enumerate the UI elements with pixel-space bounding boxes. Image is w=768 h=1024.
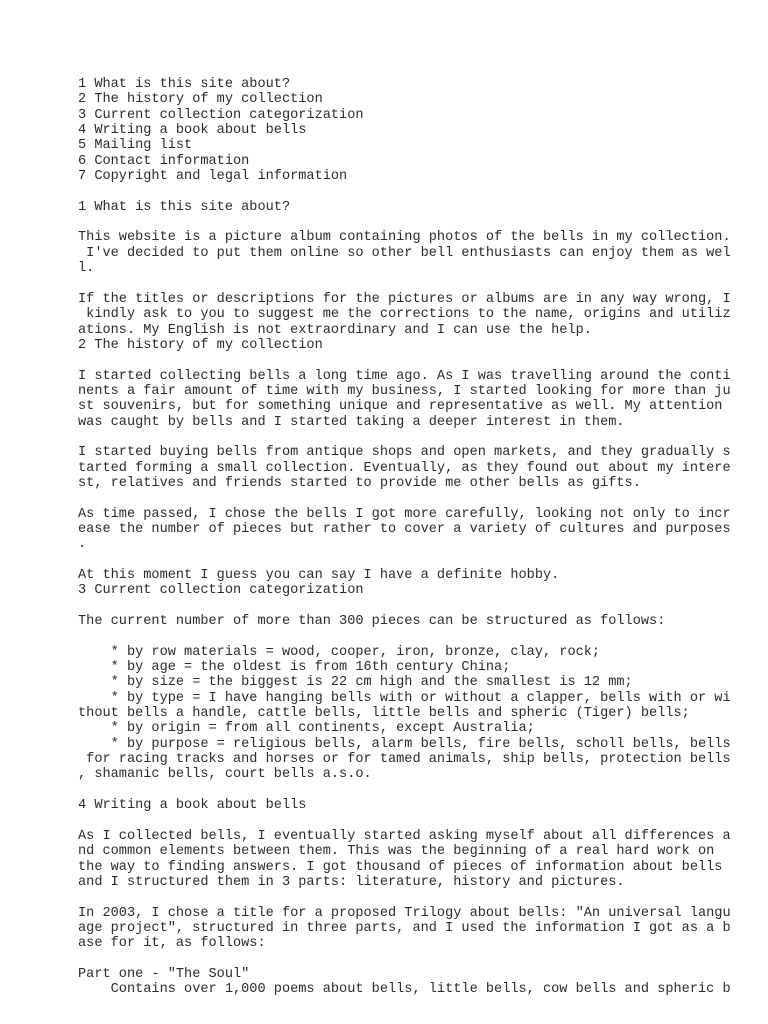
text-line: As time passed, I chose the bells I got more carefully, looking not only to incr bbox=[78, 506, 731, 522]
text-line: Contains over 1,000 poems about bells, little bells, cow bells and spheric b bbox=[78, 982, 731, 998]
text-line: nd common elements between them. This was the beginning of a real hard work on bbox=[78, 844, 715, 860]
text-line: 4 Writing a book about bells bbox=[78, 123, 307, 139]
text-line: * by row materials = wood, cooper, iron, bronze, clay, rock; bbox=[78, 644, 601, 660]
text-line: ations. My English is not extraordinary and I can use the help. bbox=[78, 322, 592, 338]
text-line: 4 Writing a book about bells bbox=[78, 798, 307, 814]
text-line bbox=[78, 952, 731, 967]
text-line: If the titles or descriptions for the pictures or albums are in any way wrong, I bbox=[78, 291, 731, 307]
text-line: . bbox=[78, 537, 87, 553]
text-line: In 2003, I chose a title for a proposed Trilogy about bells: "An universal langu bbox=[78, 905, 731, 921]
text-line: * by age = the oldest is from 16th century China; bbox=[78, 660, 511, 676]
text-line: 7 Copyright and legal information bbox=[78, 169, 348, 185]
text-line: 2 The history of my collection bbox=[78, 92, 323, 108]
text-line: 5 Mailing list bbox=[78, 138, 193, 154]
text-line: At this moment I guess you can say I have a definite hobby. bbox=[78, 568, 560, 583]
text-line: nents a fair amount of time with my business, I started looking for more than ju bbox=[78, 383, 731, 399]
text-line: tarted forming a small collection. Eventually, as they found out about my intere bbox=[78, 460, 731, 476]
text-line: I started collecting bells a long time ago. As I was travelling around the conti bbox=[78, 368, 731, 384]
text-line: * by origin = from all continents, except Australia; bbox=[78, 721, 535, 737]
text-line: and I structured them in 3 parts: literature, history and pictures. bbox=[78, 874, 625, 890]
text-line: * by size = the biggest is 22 cm high and the smallest is 12 mm; bbox=[78, 675, 633, 691]
text-line bbox=[78, 491, 731, 506]
text-line: * by purpose = religious bells, alarm bells, fire bells, scholl bells, bells bbox=[78, 736, 731, 752]
text-line bbox=[78, 814, 731, 829]
text-line: thout bells a handle, cattle bells, little bells and spheric (Tiger) bells; bbox=[78, 706, 690, 722]
document-text bbox=[78, 77, 731, 998]
text-line: 1 What is this site about? bbox=[78, 77, 291, 92]
text-line: I've decided to put them online so other bell enthusiasts can enjoy them as wel bbox=[78, 245, 731, 261]
text-line: 2 The history of my collection bbox=[78, 337, 323, 353]
text-line: age project", structured in three parts, and I used the information I got as a b bbox=[78, 920, 731, 936]
text-line bbox=[78, 890, 731, 905]
text-line: was caught by bells and I started taking a deeper interest in them. bbox=[78, 414, 625, 430]
text-line bbox=[78, 430, 731, 445]
text-line bbox=[78, 184, 731, 199]
text-line: ase for it, as follows: bbox=[78, 936, 266, 952]
text-line: for racing tracks and horses or for tamed animals, ship bells, protection bells bbox=[78, 752, 731, 768]
text-line: * by type = I have hanging bells with or without a clapper, bells with or wi bbox=[78, 690, 731, 706]
text-line bbox=[78, 276, 731, 291]
text-line bbox=[78, 553, 731, 568]
text-line: 6 Contact information bbox=[78, 153, 250, 169]
text-line: st, relatives and friends started to provide me other bells as gifts. bbox=[78, 475, 641, 491]
text-line: l. bbox=[78, 261, 95, 277]
text-line: kindly ask to you to suggest me the corrections to the name, origins and utiliz bbox=[78, 307, 731, 323]
text-line: The current number of more than 300 pieces can be structured as follows: bbox=[78, 614, 666, 630]
text-line: the way to finding answers. I got thousand of pieces of information about bells bbox=[78, 859, 723, 875]
text-line: st souvenirs, but for something unique and representative as well. My attention bbox=[78, 399, 723, 415]
text-line: As I collected bells, I eventually started asking myself about all differences a bbox=[78, 828, 731, 844]
text-line bbox=[78, 599, 731, 614]
text-line: 3 Current collection categorization bbox=[78, 107, 364, 123]
text-line: Part one - "The Soul" bbox=[78, 966, 250, 982]
text-line: ease the number of pieces but rather to cover a variety of cultures and purposes bbox=[78, 521, 731, 537]
text-line bbox=[78, 629, 731, 644]
text-line bbox=[78, 353, 731, 368]
text-line bbox=[78, 783, 731, 798]
text-line: This website is a picture album containing photos of the bells in my collection. bbox=[78, 230, 731, 246]
text-line: 3 Current collection categorization bbox=[78, 583, 364, 599]
text-line bbox=[78, 215, 731, 230]
text-line: 1 What is this site about? bbox=[78, 199, 291, 215]
text-line: , shamanic bells, court bells a.s.o. bbox=[78, 767, 372, 783]
text-line: I started buying bells from antique shops and open markets, and they gradually s bbox=[78, 445, 731, 461]
